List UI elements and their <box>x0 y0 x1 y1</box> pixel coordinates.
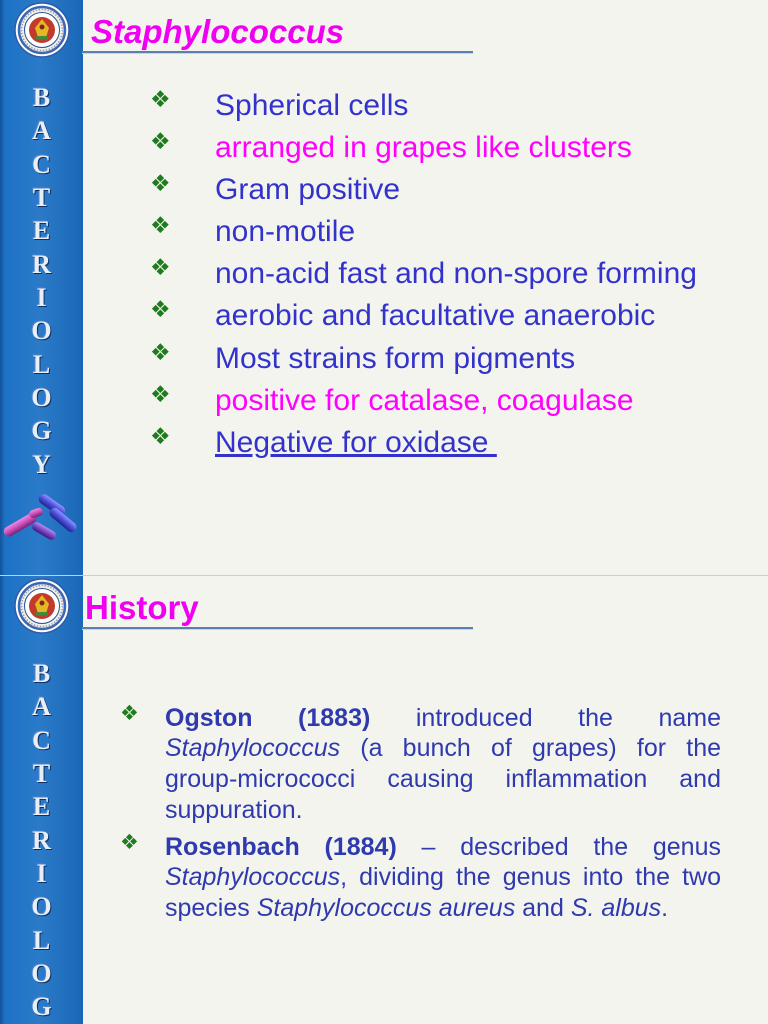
list-item-text: Spherical cells <box>215 89 409 122</box>
list-item <box>0 295 740 337</box>
institution-logo <box>14 2 70 58</box>
list-item-text: arranged in grapes like clusters <box>215 131 632 165</box>
list-item-text: Negative for oxidase <box>215 425 497 459</box>
list-item-text: Gram positive <box>215 173 401 207</box>
list-item <box>0 85 740 127</box>
sidebar-letter: T <box>32 183 51 213</box>
slide-title: History <box>85 589 199 626</box>
sidebar-letter: C <box>32 149 51 179</box>
sidebar-letter: L <box>32 349 51 379</box>
diamond-bullet-icon <box>150 89 171 112</box>
sidebar-letter: B <box>32 83 51 112</box>
list-item <box>0 211 740 253</box>
diamond-bullet-icon <box>150 299 171 322</box>
diamond-bullet-icon <box>120 832 139 853</box>
diamond-bullet-icon <box>150 173 171 196</box>
sidebar-letter: O <box>31 316 52 346</box>
diamond-bullet-icon <box>150 215 171 238</box>
species-name: S. albus <box>570 894 662 923</box>
diamond-bullet-icon <box>150 342 171 365</box>
slide-title: Staphylococcus <box>91 13 345 50</box>
history-text: . <box>661 894 669 923</box>
sidebar-letter: O <box>31 892 52 922</box>
sidebar-letter: G <box>31 992 52 1022</box>
list-item-text: non-motile <box>215 215 356 249</box>
sidebar-letter: T <box>32 759 51 789</box>
sidebar-letter: B <box>32 659 51 688</box>
list-item <box>0 338 740 380</box>
history-item <box>165 832 721 924</box>
history-text: (a bunch of grapes) for the <box>340 734 721 763</box>
list-item-text: positive for catalase, coagulase <box>215 383 634 417</box>
sidebar-letter: E <box>32 792 51 822</box>
sidebar-letter: E <box>32 216 51 246</box>
history-text: group-micrococci <box>165 765 356 794</box>
sidebar-letter: I <box>36 859 47 889</box>
list-item <box>0 169 740 211</box>
sidebar-letter: Y <box>32 449 51 479</box>
sidebar-letter: O <box>31 959 52 989</box>
bacteria-illustration <box>0 484 83 550</box>
diamond-bullet-icon <box>150 426 171 449</box>
author-year: Rosenbach (1884) <box>165 832 397 861</box>
genus-name: Staphylococcus <box>165 734 341 763</box>
history-text: introduced the name <box>370 703 721 732</box>
title-underline <box>82 627 473 629</box>
list-item <box>0 422 740 464</box>
sidebar-letter: A <box>32 692 51 722</box>
sidebar-letter: G <box>31 416 52 446</box>
sidebar-letter: A <box>32 116 51 146</box>
sidebar-letter: L <box>32 925 51 955</box>
history-text: – described the genus <box>396 832 721 861</box>
list-item-text: aerobic and facultative anaerobic <box>215 299 656 333</box>
list-item-text: non-acid fast and non-spore forming <box>215 257 697 291</box>
sidebar <box>0 576 83 1024</box>
diamond-bullet-icon <box>150 131 171 154</box>
sidebar-letter: R <box>32 825 51 855</box>
title-underline <box>82 51 473 53</box>
slide-history <box>0 576 768 1024</box>
institution-logo <box>14 578 70 634</box>
author-year: Ogston (1883) <box>165 703 371 732</box>
characteristics-list <box>0 85 740 464</box>
history-text: causing inflammation and suppuration. <box>165 765 721 824</box>
sidebar-letter: O <box>31 383 52 413</box>
history-text: , dividing the genus into the two species <box>165 863 721 923</box>
sidebar-letter: C <box>32 725 51 755</box>
list-item-text: Most strains form pigments <box>215 341 576 375</box>
genus-name: Staphylococcus <box>165 863 341 892</box>
sidebar-letter: I <box>36 283 47 313</box>
history-item <box>165 703 721 826</box>
history-text: and <box>515 894 571 923</box>
list-item <box>0 127 740 169</box>
slide-divider <box>0 575 768 576</box>
species-name: Staphylococcus aureus <box>256 894 516 923</box>
sidebar-letter: R <box>32 249 51 279</box>
list-item <box>0 253 740 295</box>
diamond-bullet-icon <box>150 257 171 280</box>
history-list <box>165 703 721 925</box>
sidebar-vertical-title <box>0 657 83 1024</box>
diamond-bullet-icon <box>120 703 139 724</box>
list-item <box>0 380 740 422</box>
diamond-bullet-icon <box>150 384 171 407</box>
